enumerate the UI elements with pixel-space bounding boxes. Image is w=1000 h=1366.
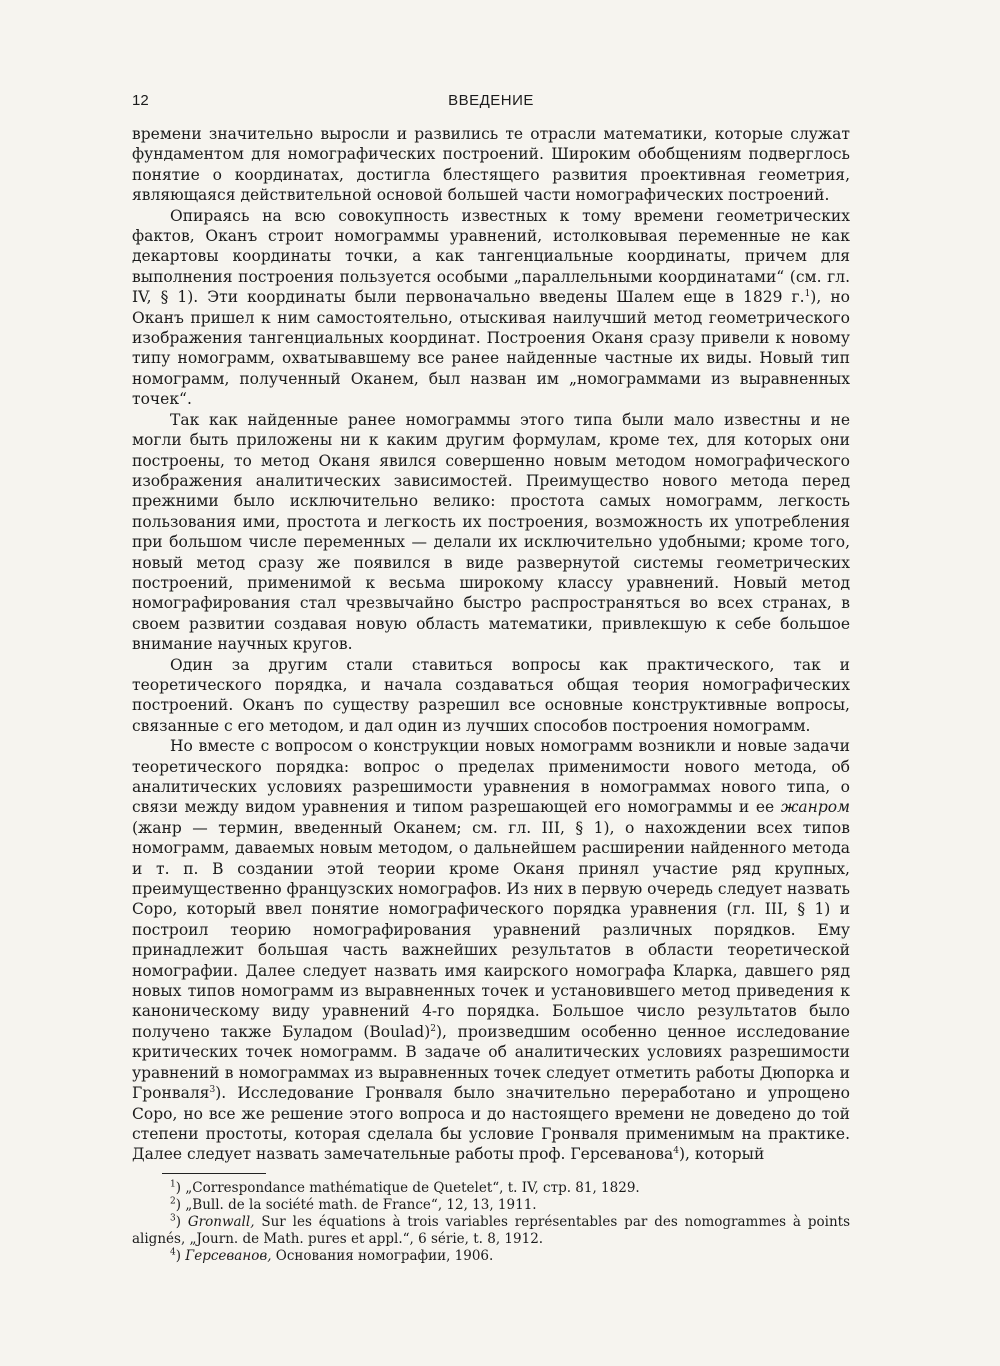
text-run: Основания номографии, 1906. — [271, 1247, 494, 1264]
footnote-ref: 2 — [430, 1023, 436, 1034]
paragraph — [132, 655, 850, 737]
text-run: Sur les équations à trois variables représentables par des nomogrammes à points alignés, „Journ. de Math. pures et appl.“, 6 série, t. 8, 1912. — [132, 1213, 850, 1247]
footnote — [132, 1214, 850, 1248]
page-header — [132, 92, 850, 118]
text-run: ) „Correspondance mathématique de Quetelet“, t. IV, стр. 81, 1829. — [175, 1179, 640, 1196]
paragraph — [132, 410, 850, 655]
paragraph — [132, 206, 850, 410]
footnote — [132, 1180, 850, 1197]
text-run: Один за другим стали ставиться вопросы как практического, так и теоретического порядка, и начала создаваться общая теория номографических построений. Оканъ по существу разрешил все основные конструктивные вопросы, связанные с его методом, и дал один из лучших способов построения номограмм. — [132, 655, 850, 735]
text-run: ), но Оканъ пришел к ним самостоятельно, отыскивая наилучший метод геометрического изображения тангенциальных координат. Построения Оканя сразу привели к новому типу номограмм, охватывавшему все ранее найденные частные их виды. Новый тип номограмм, полученный Оканем, был назван им „номограммами из выравненных точек“. — [132, 288, 850, 409]
footnote-divider — [162, 1173, 266, 1174]
paragraph — [132, 736, 850, 1165]
footnote-ref: 3 — [170, 1213, 176, 1224]
footnote-ref: 2 — [170, 1196, 176, 1207]
text-run: ), который — [678, 1145, 765, 1164]
emphasis-text: Герсеванов, — [185, 1247, 272, 1264]
text-run: ), произведшим особенно ценное исследование критических точек номограмм. В задаче об аналитических условиях разрешимости уравнений в номограммах из выравненных точек следует отметить работы Дюпорка и Гронваля — [132, 1022, 850, 1103]
footnote-ref: 3 — [209, 1084, 216, 1095]
body-text — [132, 124, 850, 1165]
book-page — [132, 92, 850, 1265]
text-run: Опираясь на всю совокупность известных к тому времени геометрических фактов, Оканъ строит номограммы уравнений, истолковывая переменные не как декартовы координаты точки, а как тангенциальные координаты, причем для выполнения построения пользуется особыми „параллельными координатами“ (см. гл. IV, § 1). Эти координаты были первоначально введены Шалем еще в 1829 г. — [132, 206, 850, 307]
footnote-ref: 4 — [170, 1247, 176, 1258]
text-run: ). Исследование Гронваля было значительно переработано и упрощено Соро, но все же решение этого вопроса и до настоящего времени не доведено до той степени простоты, которая сделала бы условие Гронваля применимым на практике. Далее следует назвать замечательные работы проф. Герсеванова — [132, 1084, 850, 1164]
footnote — [132, 1248, 850, 1265]
text-run: ) „Bull. de la société math. de France“, 12, 13, 1911. — [175, 1196, 537, 1213]
emphasis-text: жанром — [780, 798, 850, 817]
footnote-ref: 4 — [673, 1146, 679, 1157]
text-run: времени значительно выросли и развились те отрасли математики, которые служат фундаментом для номографических построений. Широким обобщениям подверглось понятие о координатах, достигла блестящего развития проективная геометрия, являющаяся действительной основой большей части номографических построений. — [132, 125, 850, 205]
footnotes — [132, 1180, 850, 1265]
page-number: 12 — [132, 92, 149, 109]
text-run: ) — [175, 1247, 186, 1264]
running-head: ВВЕДЕНИЕ — [448, 92, 534, 109]
emphasis-text: Gronwall, — [187, 1213, 255, 1230]
text-run: ) — [175, 1213, 188, 1230]
footnote — [132, 1197, 850, 1214]
footnote-ref: 1 — [804, 289, 811, 300]
text-run: Но вместе с вопросом о конструкции новых номограмм возникли и новые задачи теоретического порядка: вопрос о пределах применимости нового метода, об аналитических условиях разрешимости уравнения в номограммах нового типа, о связи между видом уравнения и типом разрешающей его номограммы и ее — [132, 737, 850, 817]
text-run: (жанр — термин, введенный Оканем; см. гл. III, § 1), о нахождении всех типов номограмм, даваемых новым методом, о дальнейшем расширении найденного метода и т. п. В создании этой теории кроме Оканя принял участие ряд крупных, преимущественно французских номографов. Из них в первую очередь следует назвать Соро, который ввел понятие номографического порядка уравнения (гл. III, § 1) и построил теорию номографирования уравнений различных порядков. Ему принадлежит большая часть важнейших результатов в области теоретической номографии. Далее следует назвать имя каирского номографа Кларка, давшего ряд новых типов номограмм из выравненных точек и установившего метод приведения к каноническому виду уравнений 4-го порядка. Большое число результатов было получено также Буладом (Boulad) — [132, 818, 850, 1041]
paragraph — [132, 124, 850, 206]
footnote-ref: 1 — [170, 1179, 176, 1190]
text-run: Так как найденные ранее номограммы этого типа были мало известны и не могли быть приложены ни к каким другим формулам, кроме тех, для которых они построены, то метод Оканя явился совершенно новым методом номографического изображения аналитических зависимостей. Преимущество нового метода перед прежними было исключительно велико: простота самых номограмм, легкость пользования ими, простота и легкость их построения, возможность их употребления при большом числе переменных — делали их исключительно удобными; кроме того, новый метод сразу же появился в виде развернутой системы геометрических построений, применимой к весьма широкому классу уравнений. Новый метод номографирования стал чрезвычайно быстро распространяться во всех странах, в своем развитии создавая новую область математики, привлекшую к себе большое внимание научных кругов. — [132, 410, 850, 654]
